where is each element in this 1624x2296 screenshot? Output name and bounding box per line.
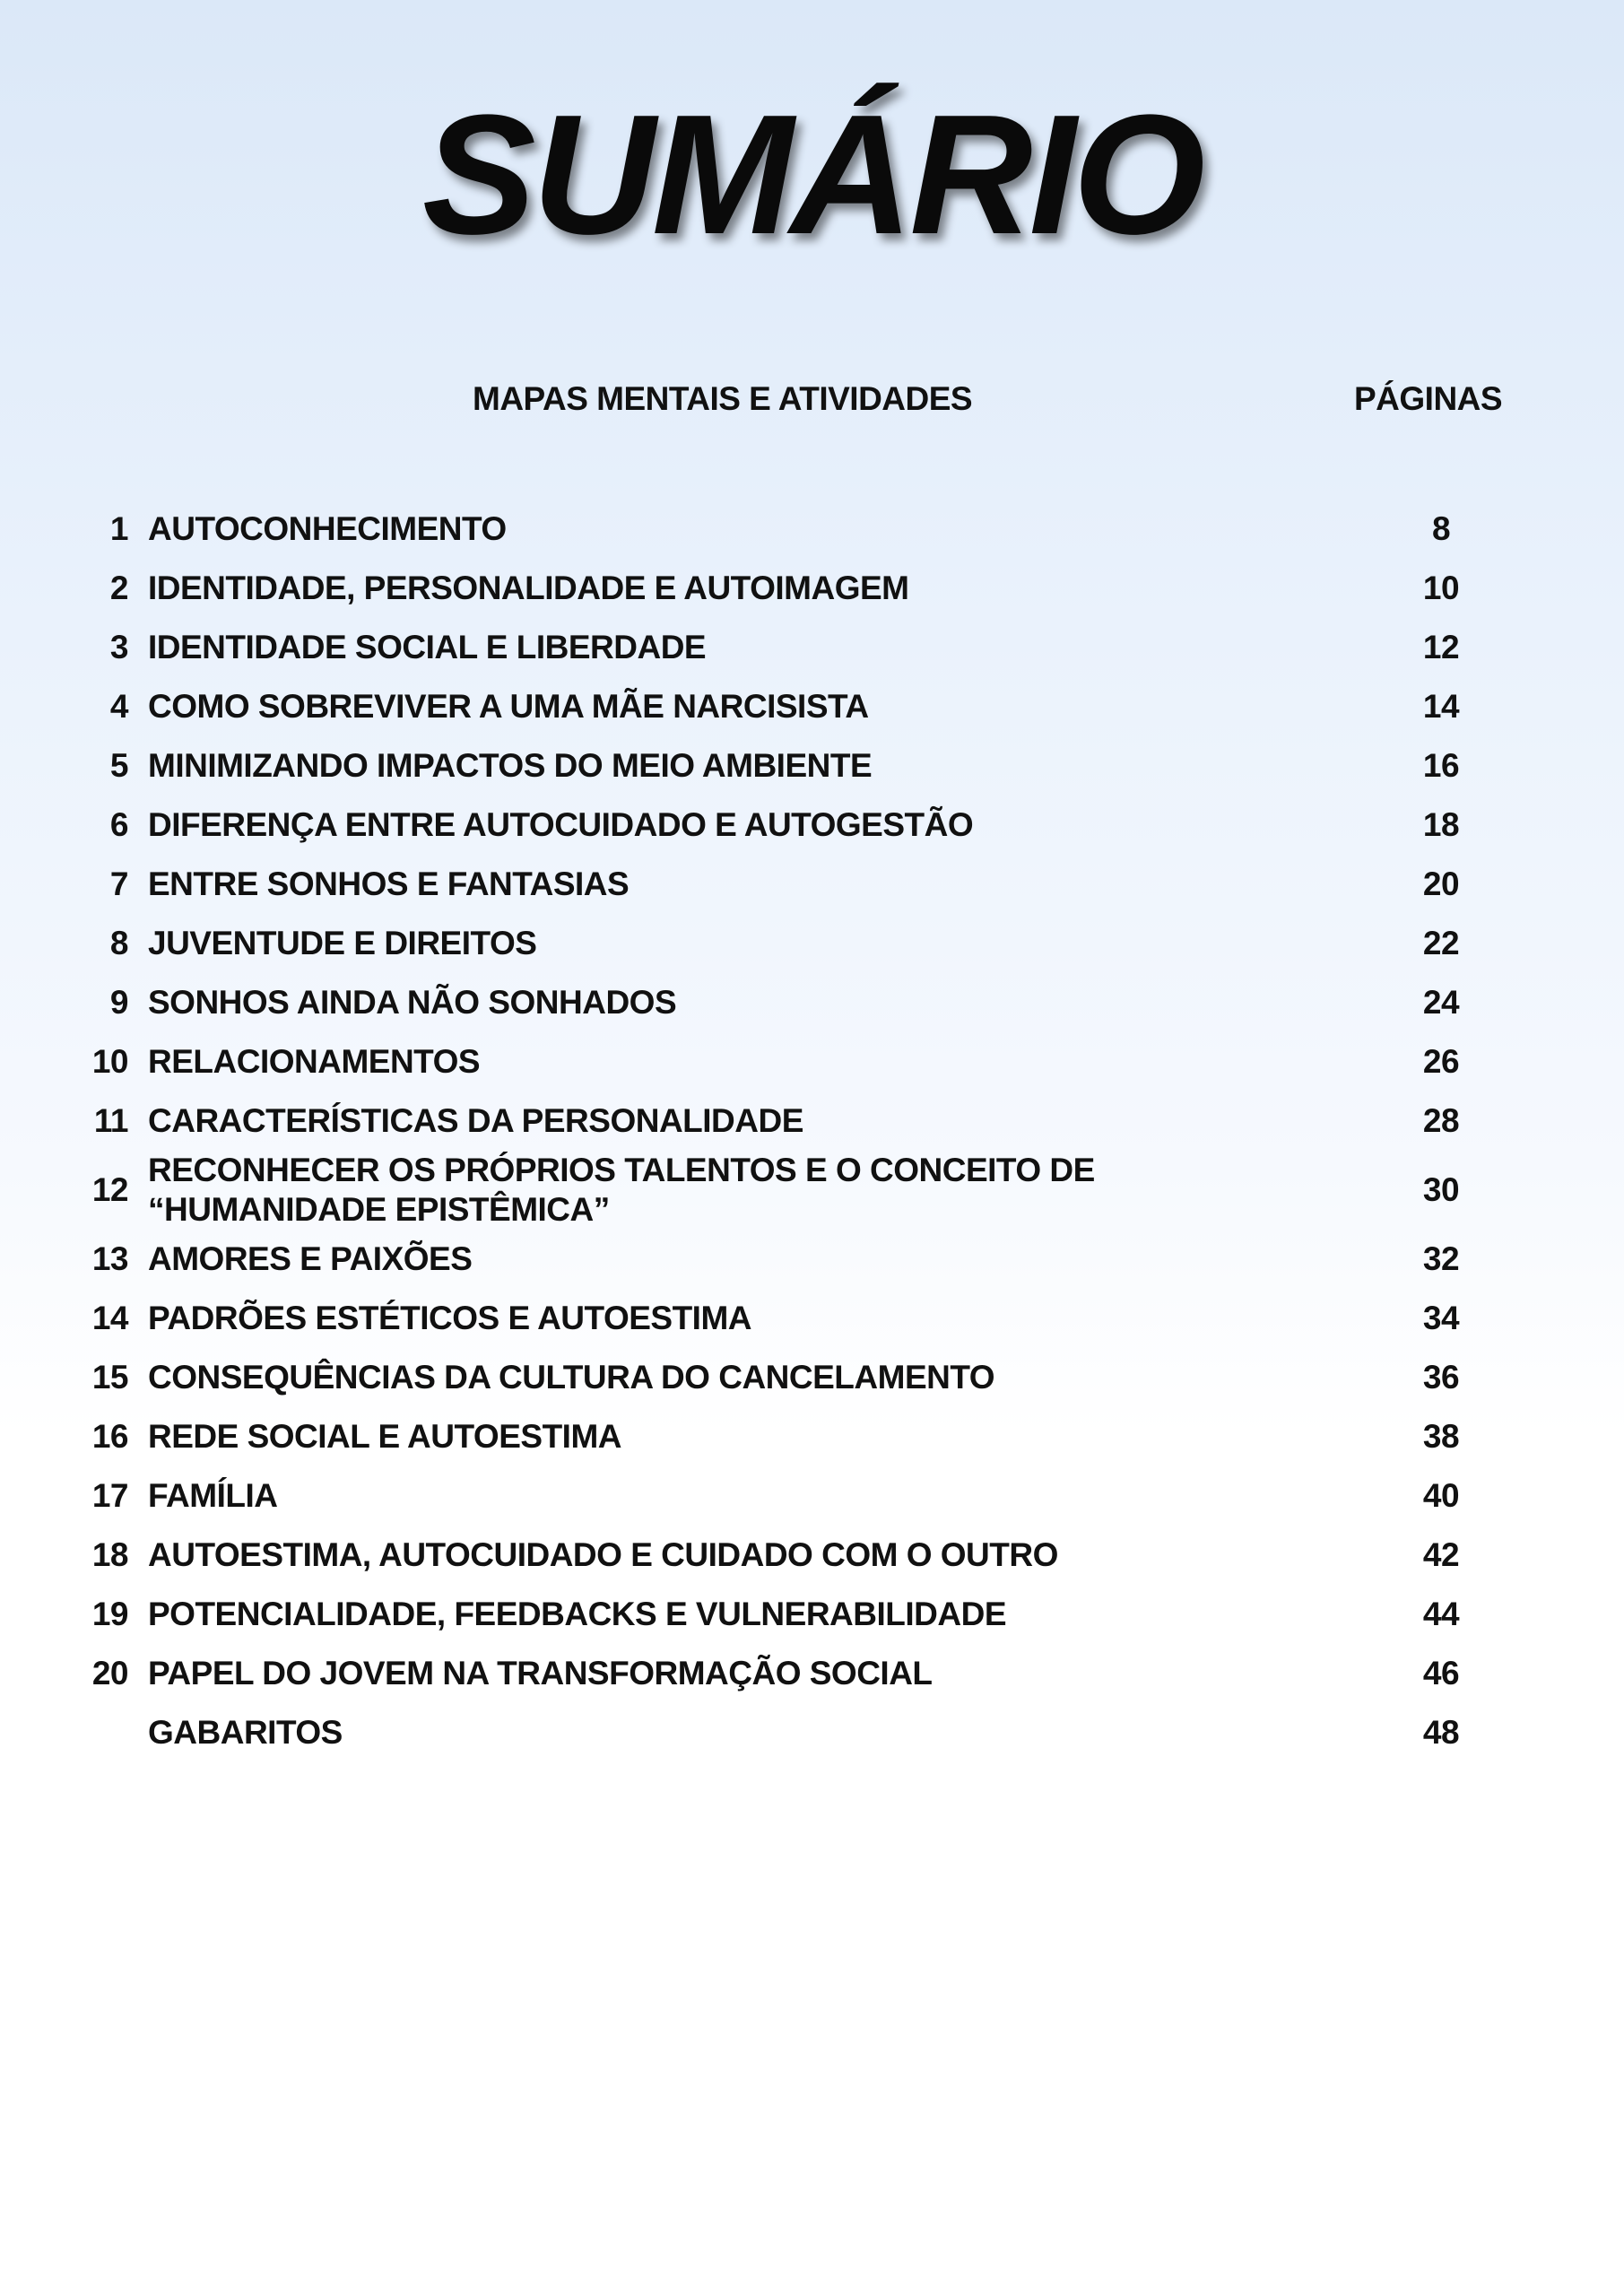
entry-number: 19 [91, 1596, 128, 1632]
entry-page: 22 [1422, 925, 1460, 961]
toc-entry [0, 1407, 1624, 1466]
entry-page: 42 [1422, 1536, 1460, 1573]
entry-title: GABARITOS [148, 1714, 343, 1751]
toc-entry [0, 1151, 1624, 1230]
entry-page: 18 [1422, 806, 1460, 843]
column-header-topics: MAPAS MENTAIS E ATIVIDADES [473, 380, 973, 417]
entry-number: 15 [91, 1359, 128, 1396]
entry-title: AUTOCONHECIMENTO [148, 510, 507, 547]
entry-title [148, 1151, 1224, 1230]
entry-title: JUVENTUDE E DIREITOS [148, 925, 537, 961]
entry-title: PAPEL DO JOVEM NA TRANSFORMAÇÃO SOCIAL [148, 1655, 933, 1692]
entry-title: REDE SOCIAL E AUTOESTIMA [148, 1418, 621, 1455]
entry-page: 10 [1422, 570, 1460, 606]
entry-title: CARACTERÍSTICAS DA PERSONALIDADE [148, 1102, 803, 1139]
entry-number: 3 [109, 629, 128, 665]
entry-number: 5 [109, 747, 128, 784]
toc-entry [0, 855, 1624, 914]
entry-number: 7 [109, 865, 128, 902]
entry-number: 20 [91, 1655, 128, 1692]
entry-title: RELACIONAMENTOS [148, 1043, 481, 1080]
toc-entry [0, 1348, 1624, 1407]
toc-entry [0, 1585, 1624, 1644]
entry-number: 10 [91, 1043, 128, 1080]
entry-page: 14 [1422, 688, 1460, 725]
entry-page: 38 [1422, 1418, 1460, 1455]
entry-number: 14 [91, 1300, 128, 1336]
toc-entry [0, 1466, 1624, 1526]
entry-title: IDENTIDADE, PERSONALIDADE E AUTOIMAGEM [148, 570, 909, 606]
entry-page: 28 [1422, 1102, 1460, 1139]
toc-entry [0, 559, 1624, 618]
toc-entry [0, 1091, 1624, 1151]
toc-entry [0, 618, 1624, 677]
toc-entry [0, 973, 1624, 1032]
toc-entry [0, 1230, 1624, 1289]
entry-page: 46 [1422, 1655, 1460, 1692]
entry-title: AUTOESTIMA, AUTOCUIDADO E CUIDADO COM O OUTRO [148, 1536, 1058, 1573]
entry-number: 13 [91, 1240, 128, 1277]
entry-page: 32 [1422, 1240, 1460, 1277]
entry-title: MINIMIZANDO IMPACTOS DO MEIO AMBIENTE [148, 747, 873, 784]
entry-title: DIFERENÇA ENTRE AUTOCUIDADO E AUTOGESTÃO [148, 806, 974, 843]
entry-number: 9 [109, 984, 128, 1021]
entry-title-line-1: RECONHECER OS PRÓPRIOS TALENTOS E O CONCEITO DE [148, 1152, 1095, 1188]
entry-title: IDENTIDADE SOCIAL E LIBERDADE [148, 629, 707, 665]
entry-title: CONSEQUÊNCIAS DA CULTURA DO CANCELAMENTO [148, 1359, 995, 1396]
toc-entry [0, 1032, 1624, 1091]
toc-entry [0, 796, 1624, 855]
entry-page: 48 [1422, 1714, 1460, 1751]
toc-entry-answers [0, 1703, 1624, 1762]
entry-page: 24 [1422, 984, 1460, 1021]
page-title: SUMÁRIO [421, 80, 1203, 270]
entry-title: PADRÕES ESTÉTICOS E AUTOESTIMA [148, 1300, 752, 1336]
entry-title: SONHOS AINDA NÃO SONHADOS [148, 984, 677, 1021]
entry-page: 20 [1422, 865, 1460, 902]
entry-number: 1 [109, 510, 128, 547]
entry-number: 16 [91, 1418, 128, 1455]
entry-number: 11 [93, 1102, 128, 1139]
entry-title: POTENCIALIDADE, FEEDBACKS E VULNERABILIDADE [148, 1596, 1006, 1632]
column-header-pages: PÁGINAS [1354, 380, 1503, 417]
toc-entry [0, 914, 1624, 973]
entry-number: 8 [109, 925, 128, 961]
entry-page: 26 [1422, 1043, 1460, 1080]
entry-number: 17 [91, 1477, 128, 1514]
toc-entry [0, 1289, 1624, 1348]
entry-page: 34 [1422, 1300, 1460, 1336]
entry-page: 30 [1422, 1171, 1460, 1208]
entry-page: 36 [1422, 1359, 1460, 1396]
entry-number: 2 [109, 570, 128, 606]
entry-number: 4 [109, 688, 128, 725]
entry-title-line-2: “HUMANIDADE EPISTÊMICA” [148, 1191, 610, 1228]
toc-entry [0, 1526, 1624, 1585]
entry-page: 12 [1422, 629, 1460, 665]
entry-number: 6 [109, 806, 128, 843]
entry-title: COMO SOBREVIVER A UMA MÃE NARCISISTA [148, 688, 869, 725]
toc-entry [0, 500, 1624, 559]
entry-title: ENTRE SONHOS E FANTASIAS [148, 865, 630, 902]
entry-title: FAMÍLIA [148, 1477, 278, 1514]
toc-entry [0, 1644, 1624, 1703]
entry-number: 18 [91, 1536, 128, 1573]
toc-list [0, 500, 1624, 1762]
entry-title: AMORES E PAIXÕES [148, 1240, 473, 1277]
entry-page: 44 [1422, 1596, 1460, 1632]
toc-entry [0, 677, 1624, 736]
entry-number: 12 [91, 1171, 128, 1208]
entry-page: 16 [1422, 747, 1460, 784]
entry-page: 8 [1431, 510, 1451, 547]
toc-entry [0, 736, 1624, 796]
entry-page: 40 [1422, 1477, 1460, 1514]
